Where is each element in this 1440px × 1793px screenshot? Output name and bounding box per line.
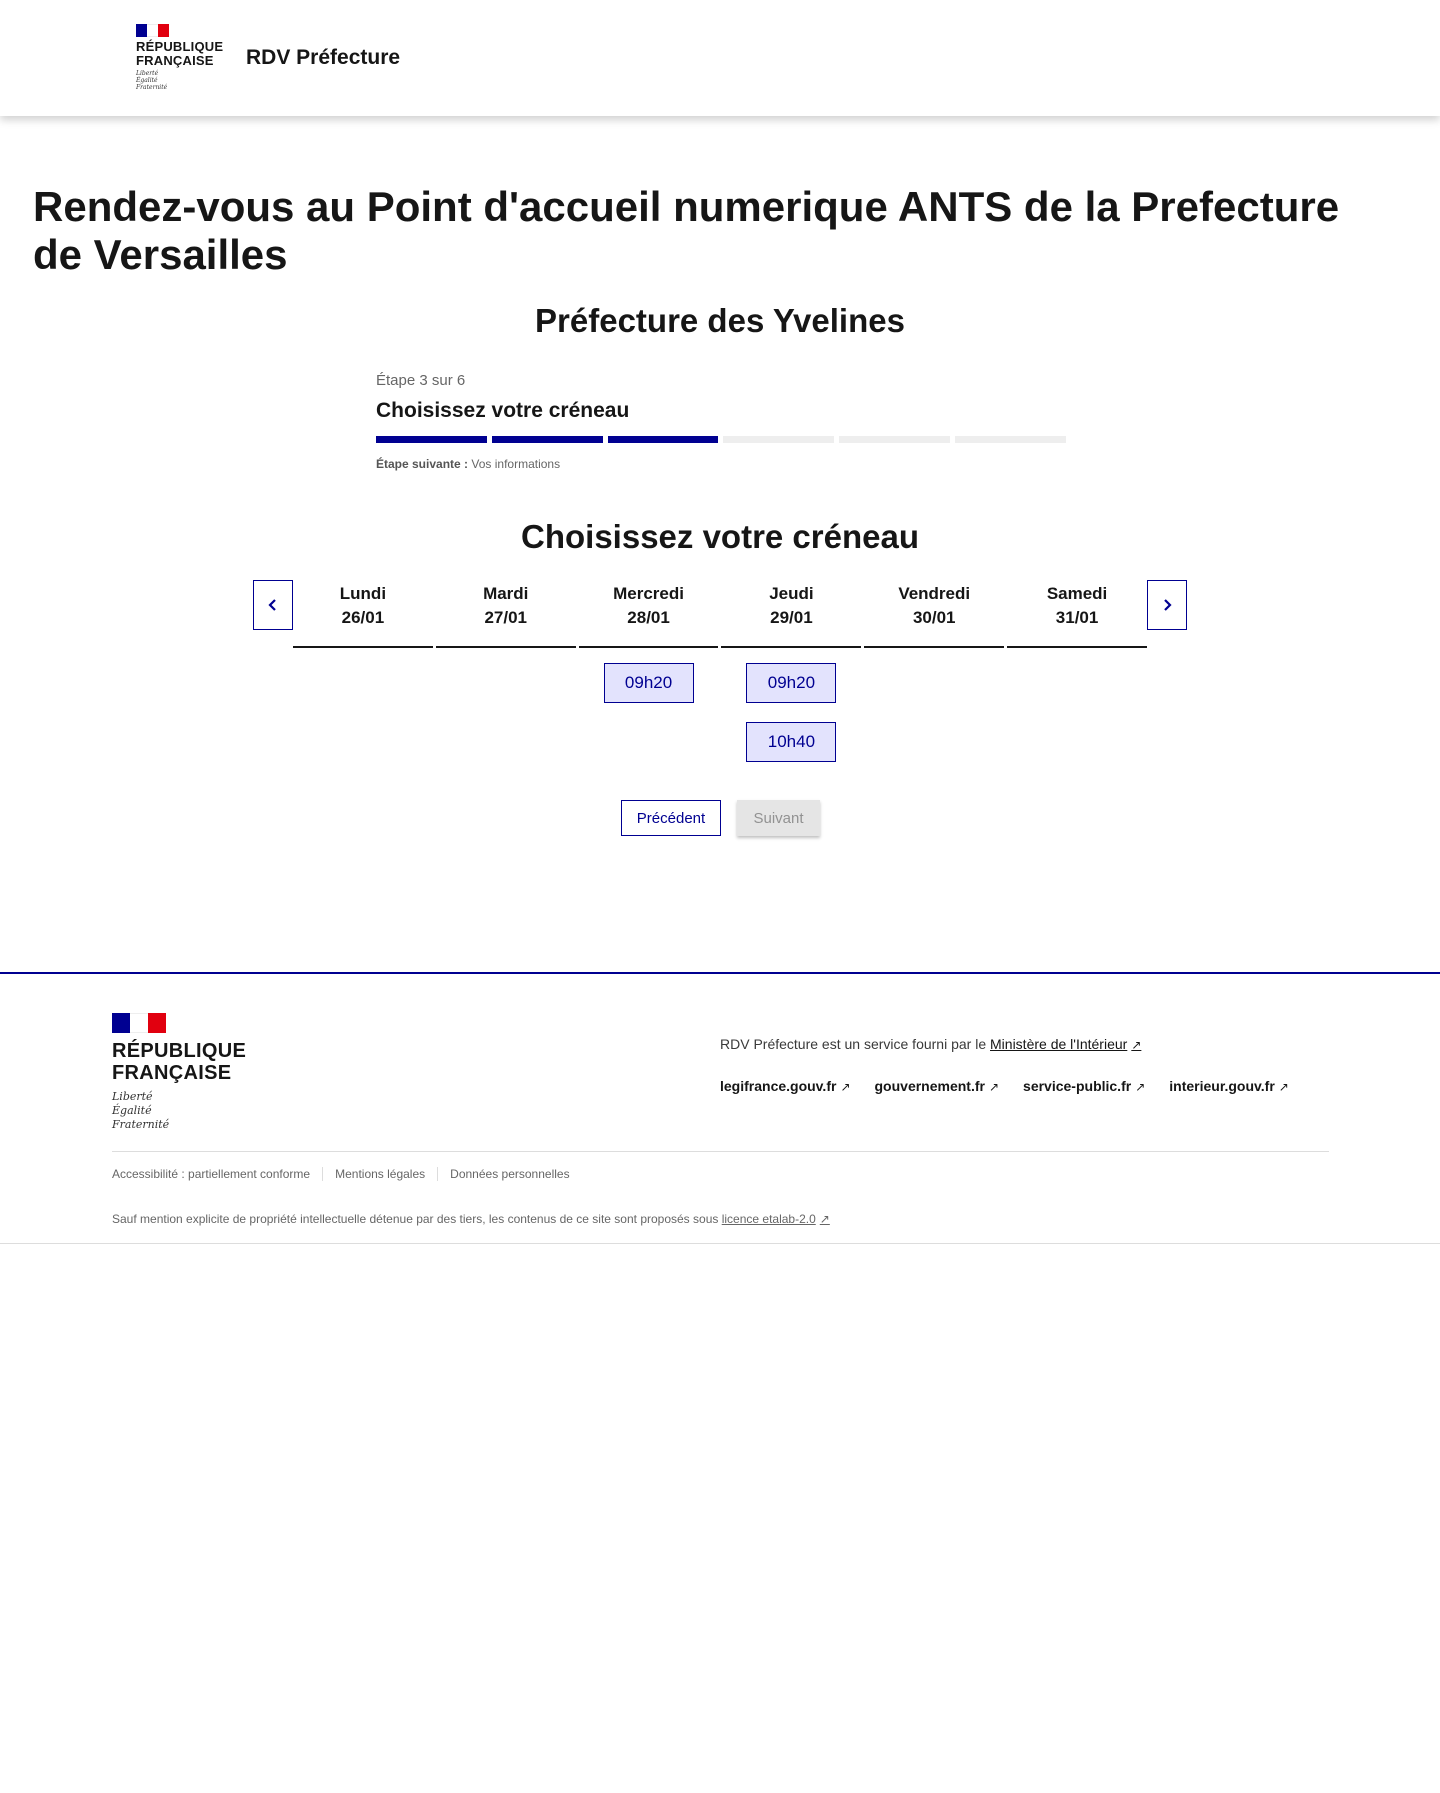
chevron-right-icon	[1161, 598, 1173, 612]
stepper-bar	[376, 436, 487, 443]
day-column	[579, 580, 719, 762]
chevron-left-icon	[267, 598, 279, 612]
devise-fraternite: Fraternité	[112, 1118, 170, 1131]
prefecture-title: Préfecture des Yvelines	[535, 302, 905, 339]
time-slot-button[interactable]: 09h20	[604, 663, 694, 703]
legal-notice-link[interactable]: Mentions légales	[322, 1167, 437, 1181]
footer-description	[720, 1036, 1141, 1052]
gouvernement-link[interactable]	[875, 1078, 1000, 1094]
ministere-interieur-label: Ministère de l'Intérieur	[990, 1036, 1128, 1052]
site-footer	[0, 972, 1440, 1244]
external-link-icon: ↗	[840, 1080, 851, 1094]
licence-etalab-link[interactable]	[722, 1212, 830, 1226]
days-grid	[293, 580, 1147, 762]
day-column	[864, 580, 1004, 762]
external-link-icon: ↗	[1278, 1080, 1289, 1094]
stepper-bar	[492, 436, 603, 443]
licence-etalab-label: licence etalab-2.0	[721, 1212, 816, 1226]
rf-line1: RÉPUBLIQUE	[112, 1040, 247, 1062]
time-slot-button[interactable]: 09h20	[746, 663, 836, 703]
personal-data-link[interactable]: Données personnelles	[437, 1167, 581, 1181]
stepper-current-title: Choisissez votre créneau	[376, 399, 630, 422]
licence-text: Sauf mention explicite de propriété intellectuelle détenue par des tiers, les contenus de ce site sont proposés sous	[112, 1212, 722, 1226]
marianne-flag-icon	[136, 24, 223, 37]
day-name: Mercredi	[613, 584, 684, 603]
day-column	[1007, 580, 1147, 762]
page-title: Rendez-vous au Point d'accueil numerique ANTS de la Prefecture de Versailles	[33, 183, 1340, 278]
day-name: Mardi	[483, 584, 529, 603]
site-header	[0, 0, 1440, 116]
legifrance-label: legifrance.gouv.fr	[720, 1078, 837, 1094]
previous-week-button[interactable]	[253, 580, 293, 630]
time-slot-button[interactable]: 10h40	[746, 722, 836, 762]
day-name: Jeudi	[769, 584, 814, 603]
footer-desc-text: RDV Préfecture est un service fourni par le	[720, 1036, 991, 1052]
day-name: Vendredi	[898, 584, 971, 603]
service-public-link[interactable]	[1023, 1078, 1145, 1094]
legifrance-link[interactable]	[720, 1078, 851, 1094]
service-title[interactable]: RDV Préfecture	[246, 46, 401, 69]
devise-liberte: Liberté	[136, 70, 159, 77]
gouvernement-label: gouvernement.fr	[874, 1078, 985, 1094]
republique-francaise-footer-logo[interactable]	[112, 1013, 246, 1132]
day-name: Lundi	[339, 584, 387, 603]
interieur-link[interactable]	[1169, 1078, 1289, 1094]
stepper-state: Étape 3 sur 6	[376, 372, 466, 389]
day-date: 28/01	[627, 608, 670, 627]
republique-francaise-logo[interactable]	[136, 24, 223, 91]
stepper-bar	[839, 436, 950, 443]
day-name: Samedi	[1046, 584, 1108, 603]
slots-title: Choisissez votre créneau	[521, 518, 919, 555]
marianne-flag-icon	[112, 1013, 246, 1033]
day-column	[436, 580, 576, 762]
stepper-bar	[608, 436, 719, 443]
day-date: 31/01	[1055, 608, 1099, 627]
footer-licence	[112, 1212, 830, 1226]
devise-liberte: Liberté	[112, 1090, 153, 1103]
day-date: 27/01	[484, 608, 528, 627]
stepper-bar	[723, 436, 834, 443]
rf-line2: FRANÇAISE	[112, 1062, 232, 1084]
day-date: 26/01	[341, 608, 385, 627]
next-button-disabled: Suivant	[737, 800, 820, 836]
external-link-icon: ↗	[1135, 1080, 1146, 1094]
stepper-next-value: Vos informations	[471, 457, 561, 471]
devise-egalite: Égalité	[136, 77, 158, 84]
service-public-label: service-public.fr	[1023, 1078, 1132, 1094]
stepper-next-step	[376, 457, 1066, 471]
stepper	[376, 372, 1066, 471]
external-link-icon: ↗	[988, 1080, 1000, 1094]
rf-line1: RÉPUBLIQUE	[136, 39, 224, 54]
stepper-bar	[955, 436, 1066, 443]
ministere-interieur-link[interactable]	[990, 1036, 1141, 1052]
devise-egalite: Égalité	[112, 1104, 152, 1117]
accessibility-link[interactable]: Accessibilité : partiellement conforme	[112, 1167, 311, 1181]
footer-bottom-links	[112, 1167, 582, 1181]
footer-links	[720, 1078, 1289, 1094]
footer-divider	[112, 1151, 1329, 1152]
day-date: 29/01	[770, 608, 813, 627]
day-column	[293, 580, 433, 762]
day-date: 30/01	[912, 608, 956, 627]
devise-fraternite: Fraternité	[136, 84, 168, 91]
external-link-icon: ↗	[819, 1212, 830, 1226]
external-link-icon: ↗	[1131, 1038, 1142, 1052]
stepper-progress-bars	[376, 436, 1066, 443]
next-week-button[interactable]	[1147, 580, 1187, 630]
stepper-next-label: Étape suivante :	[376, 457, 469, 471]
rf-line2: FRANÇAISE	[136, 53, 214, 68]
interieur-label: interieur.gouv.fr	[1169, 1078, 1275, 1094]
day-column	[721, 580, 861, 762]
previous-button[interactable]: Précédent	[621, 800, 721, 836]
